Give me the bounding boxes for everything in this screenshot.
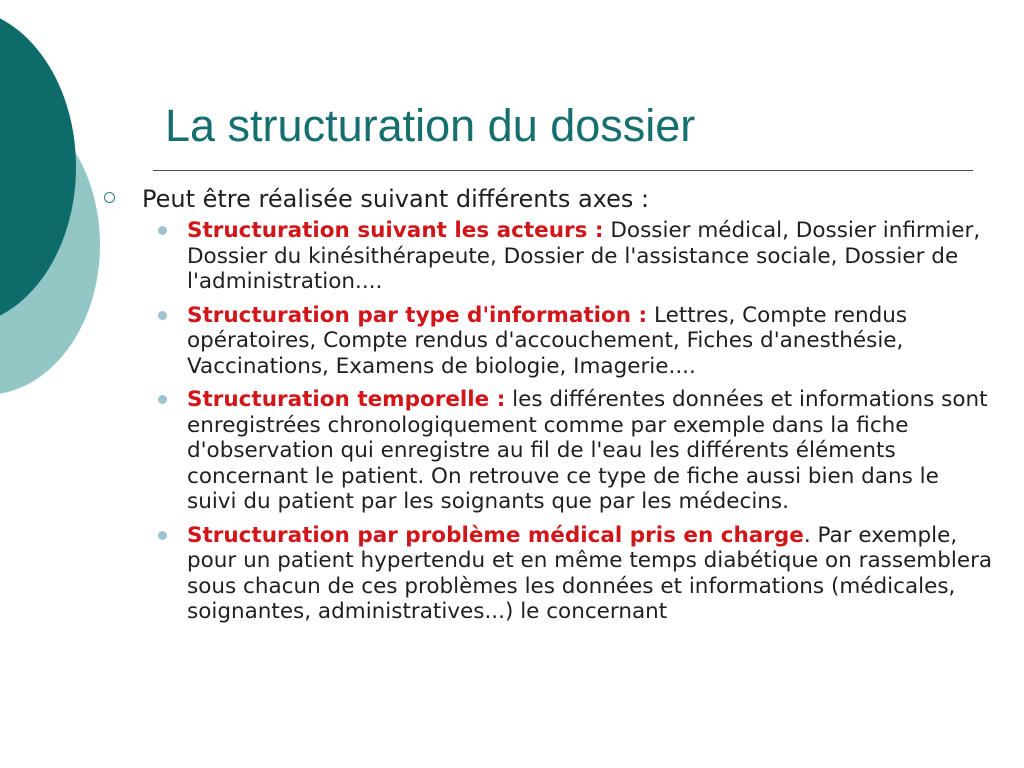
slide-title: La structuration du dossier xyxy=(165,100,696,151)
sub-bullet-heading: Structuration par type d'information : xyxy=(187,302,648,328)
title-divider xyxy=(153,170,973,171)
main-bullet xyxy=(104,183,994,215)
main-bullet-text: Peut être réalisée suivant différents axes : xyxy=(142,185,650,213)
sub-bullet-item xyxy=(187,303,994,380)
sub-bullet-heading: Structuration par problème médical pris en charge xyxy=(187,522,804,548)
dot-bullet-icon xyxy=(158,311,167,320)
sub-bullet-heading: Structuration temporelle : xyxy=(187,387,506,412)
dot-bullet-icon xyxy=(158,226,167,235)
ring-bullet-icon xyxy=(104,192,115,203)
sub-bullet-list xyxy=(104,218,994,625)
sub-bullet-item xyxy=(187,218,994,295)
slide-content xyxy=(104,183,994,633)
dot-bullet-icon xyxy=(158,395,167,404)
sub-bullet-item xyxy=(187,387,994,515)
sub-bullet-text: les différentes données et informations sont enregistrées chronologiquement comme par exemple dans la fiche d'observation qui enregistre au fil de l'eau les différents éléments concernant le patient. On retrouve ce type de fiche aussi bien dans le suivi du patient par les soignants que par les médecins. xyxy=(187,387,988,514)
sub-bullet-item xyxy=(187,523,994,625)
sub-bullet-text: Lettres, Compte rendus opératoires, Compte rendus d'accouchement, Fiches d'anesthésie, Vaccinations, Examens de biologie, Imagerie.... xyxy=(187,302,908,379)
dot-bullet-icon xyxy=(158,531,167,540)
sub-bullet-heading: Structuration suivant les acteurs : xyxy=(187,218,604,243)
sub-bullet-text: Dossier médical, Dossier infirmier, Dossier du kinésithérapeute, Dossier de l'assistance sociale, Dossier de l'administration.... xyxy=(187,218,981,294)
sub-bullet-text: . Par exemple, pour un patient hypertendu et en même temps diabétique on rassemblera sous chacun de ces problèmes les données et informations (médicales, soignantes, administratives...) le concernant xyxy=(187,522,993,624)
